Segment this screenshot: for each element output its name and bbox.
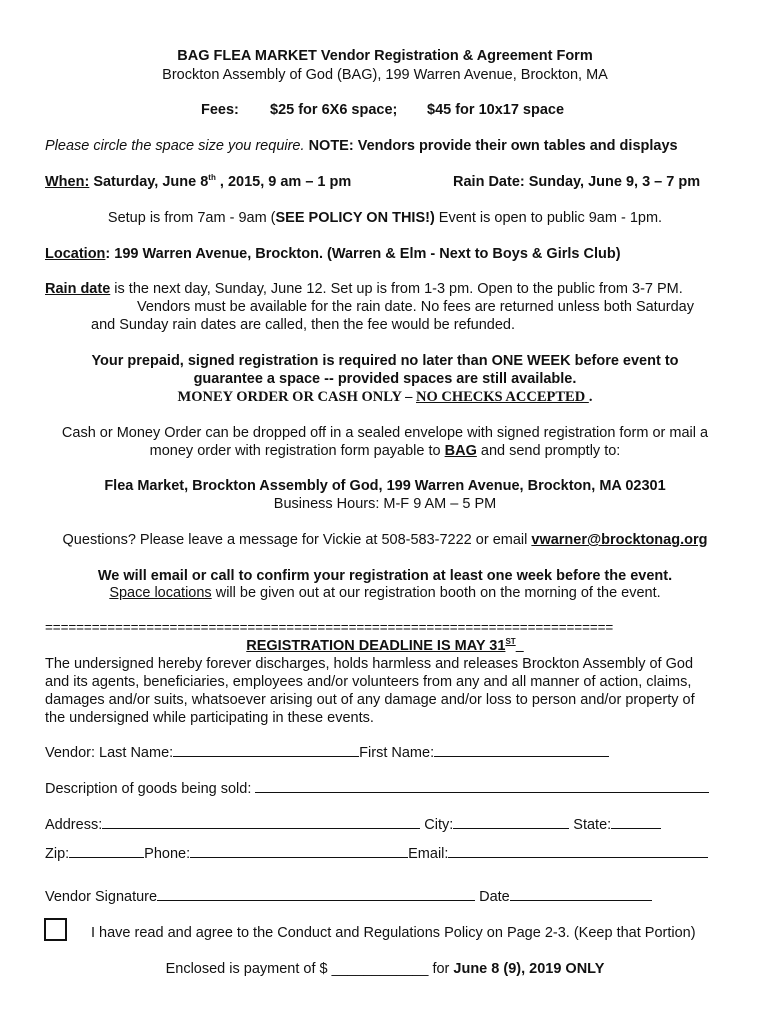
vendor-tables-note: NOTE: Vendors provide their own tables and displays [308, 138, 678, 154]
release-line-4: the undersigned while participating in these events. [45, 710, 374, 726]
fee-option-large: $45 for 10x17 space [427, 102, 565, 118]
release-line-1: The undersigned hereby forever discharges, holds harmless and releases Brockton Assembly of God [45, 656, 694, 672]
last-name-label: Vendor: Last Name: [45, 745, 174, 761]
rain-date-label: Rain date [45, 281, 111, 297]
payment-line-2: money order with registration form payable to BAG and send promptly to: [149, 443, 621, 459]
fee-option-small: $25 for 6X6 space; [270, 102, 398, 118]
signature-field[interactable] [157, 888, 475, 901]
confirm-line-1: We will email or call to confirm your registration at least one week before the event. [97, 568, 673, 584]
city-label: City: [424, 817, 454, 833]
enclosed-payment: Enclosed is payment of $ ____________ for June 8 (9), 2019 ONLY [165, 961, 605, 977]
payee: BAG [444, 443, 477, 459]
address-label: Address: [45, 817, 103, 833]
event-date: When: Saturday, June 8th , 2015, 9 am – 1 pm [45, 173, 352, 190]
description-label: Description of goods being sold: [45, 781, 252, 797]
last-name-field[interactable] [173, 744, 359, 757]
location: Location: 199 Warren Avenue, Brockton. (Warren & Elm - Next to Boys & Girls Club) [45, 246, 621, 262]
questions: Questions? Please leave a message for Vickie at 508-583-7222 or email vwarner@brocktonag.org [62, 532, 708, 548]
phone-label: Phone: [144, 846, 191, 862]
confirm-line-2: Space locations will be given out at our registration booth on the morning of the event. [109, 585, 661, 601]
space-note [45, 137, 678, 155]
agreement-checkbox[interactable] [44, 918, 67, 941]
space-locations: Space locations [109, 585, 212, 601]
location-label: Location [45, 246, 106, 262]
release-line-2: and its agents, beneficiaries, employees and/or volunteers from any and all manner of action, claims, [45, 674, 692, 690]
signature-label: Vendor Signature [45, 889, 158, 905]
city-field[interactable] [453, 816, 569, 829]
first-name-label: First Name: [359, 745, 435, 761]
rain-date-line-1: Rain date is the next day, Sunday, June 12. Set up is from 1-3 pm. Open to the public from 3-7 PM. [45, 281, 683, 297]
description-row [45, 780, 709, 798]
money-order-only: MONEY ORDER OR CASH ONLY – NO CHECKS ACCEPTED . [177, 389, 593, 405]
agreement-text: I have read and agree to the Conduct and Regulations Policy on Page 2-3. (Keep that Portion) [91, 925, 696, 941]
business-hours: Business Hours: M-F 9 AM – 5 PM [273, 496, 497, 512]
phone-field[interactable] [190, 845, 408, 858]
rain-date-summary: Rain Date: Sunday, June 9, 3 – 7 pm [453, 174, 701, 190]
first-name-field[interactable] [434, 744, 609, 757]
form-title: BAG FLEA MARKET Vendor Registration & Agreement Form [177, 48, 593, 64]
when-label: When: [45, 174, 90, 190]
rain-date-line-2: Vendors must be available for the rain date. No fees are returned unless both Saturday [137, 299, 694, 315]
date-field[interactable] [510, 888, 652, 901]
payment-date: June 8 (9), 2019 ONLY [453, 961, 605, 977]
address-field[interactable] [102, 816, 420, 829]
registration-deadline: REGISTRATION DEADLINE IS MAY 31ST [246, 637, 516, 654]
prepaid-line-1: Your prepaid, signed registration is required no later than ONE WEEK before event to [91, 353, 679, 369]
address-row [45, 816, 661, 834]
mailing-address: Flea Market, Brockton Assembly of God, 199 Warren Avenue, Brockton, MA 02301 [104, 478, 666, 494]
date-label: Date [479, 889, 510, 905]
payment-amount-field[interactable]: ____________ [331, 961, 429, 977]
vendor-name-row [45, 744, 609, 762]
payment-line-1: Cash or Money Order can be dropped off in a sealed envelope with signed registration form or mail a [61, 425, 709, 441]
zip-label: Zip: [45, 846, 70, 862]
organization-address: Brockton Assembly of God (BAG), 199 Warren Avenue, Brockton, MA [162, 67, 608, 83]
signature-row [45, 888, 652, 906]
email-label: Email: [408, 846, 449, 862]
space-instruction: Please circle the space size you require. [45, 138, 305, 154]
fees-label: Fees: [201, 102, 239, 118]
state-field[interactable] [611, 816, 661, 829]
release-line-3: damages and/or suits, whatsoever arising out of any damage and/or loss to person and/or property of [45, 692, 695, 708]
prepaid-line-2: guarantee a space -- provided spaces are still available. [193, 371, 577, 387]
contact-email-link[interactable]: vwarner@brocktonag.org [531, 532, 708, 548]
state-label: State: [573, 817, 612, 833]
no-checks-accepted: NO CHECKS ACCEPTED [416, 389, 589, 405]
email-field[interactable] [448, 845, 708, 858]
setup-times: Setup is from 7am - 9am (SEE POLICY ON THIS!) Event is open to public 9am - 1pm. [107, 210, 663, 226]
policy-note: SEE POLICY ON THIS!) [275, 210, 435, 226]
zip-field[interactable] [69, 845, 144, 858]
contact-row [45, 845, 708, 863]
divider: ========================================================================= [45, 620, 614, 635]
rain-date-line-3: and Sunday rain dates are called, then the fee would be refunded. [91, 317, 516, 333]
description-field[interactable] [255, 780, 709, 793]
